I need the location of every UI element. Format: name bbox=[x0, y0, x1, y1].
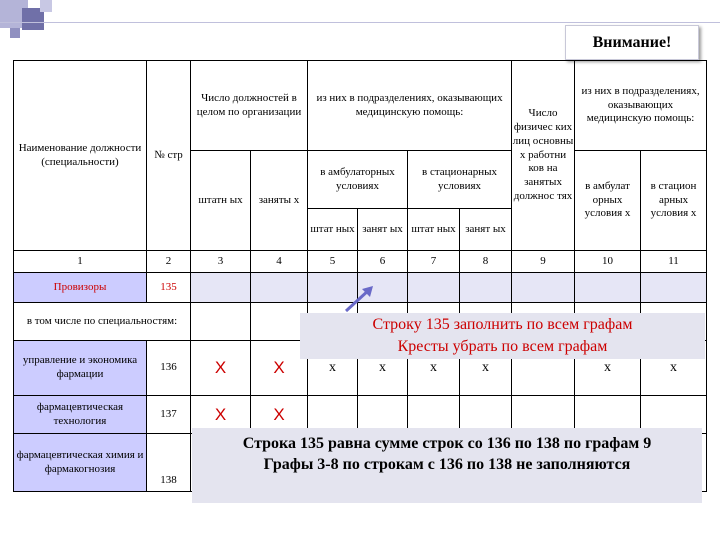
row-name: управление и экономика фармации bbox=[14, 341, 147, 396]
cross-mark: х bbox=[460, 341, 512, 396]
cross-mark: Х bbox=[191, 396, 251, 434]
cell[interactable] bbox=[191, 273, 251, 303]
deco-square bbox=[10, 28, 20, 38]
fill-instruction-note bbox=[300, 313, 705, 359]
col-number: 9 bbox=[512, 251, 575, 273]
header-rule bbox=[0, 22, 720, 23]
cell[interactable] bbox=[460, 273, 512, 303]
cross-mark: х bbox=[358, 341, 408, 396]
col-number: 8 bbox=[460, 251, 512, 273]
cell[interactable] bbox=[512, 273, 575, 303]
cross-mark: х bbox=[308, 341, 358, 396]
header-posts-total: Число должностей в целом по организации bbox=[191, 61, 308, 151]
header-phys-sub: из них в подразделениях, оказывающих медицинскую помощь: bbox=[575, 61, 707, 151]
header-ambul: в амбулаторных условиях bbox=[308, 151, 408, 209]
cross-mark: Х bbox=[251, 396, 308, 434]
cell[interactable] bbox=[408, 273, 460, 303]
header-phys-stac: в стацион арных условия х bbox=[641, 151, 707, 251]
row-name: фармацевтическая технология bbox=[14, 396, 147, 434]
cross-mark: Х bbox=[251, 341, 308, 396]
deco-square bbox=[40, 0, 52, 12]
header-stac-shtat: штат ных bbox=[408, 209, 460, 251]
col-number: 2 bbox=[147, 251, 191, 273]
cross-mark: Х bbox=[191, 341, 251, 396]
header-posts-staff: штатн ых bbox=[191, 151, 251, 251]
row-no: 138 bbox=[147, 434, 191, 492]
cell bbox=[251, 303, 308, 341]
cell[interactable] bbox=[251, 273, 308, 303]
col-number: 7 bbox=[408, 251, 460, 273]
arrow-icon bbox=[340, 283, 380, 315]
header-name: Наименование должности (специальности) bbox=[14, 61, 147, 251]
attention-label: Внимание! bbox=[565, 25, 699, 60]
header-row-no: № стр bbox=[147, 61, 191, 251]
note-line: Кресты убрать по всем графам bbox=[397, 338, 608, 355]
header-amb-shtat: штат ных bbox=[308, 209, 358, 251]
col-number: 4 bbox=[251, 251, 308, 273]
header-stac: в стационарных условиях bbox=[408, 151, 512, 209]
header-subdiv: из них в подразделениях, оказывающих медицинскую помощь: bbox=[308, 61, 512, 151]
cell bbox=[191, 303, 251, 341]
header-stac-zanyat: занят ых bbox=[460, 209, 512, 251]
header-amb-zanyat: занят ых bbox=[358, 209, 408, 251]
cell[interactable] bbox=[575, 273, 641, 303]
col-number: 5 bbox=[308, 251, 358, 273]
header-phys: Число физичес ких лиц основны х работни ков на занятых должнос тях bbox=[512, 61, 575, 251]
note-line: Строку 135 заполнить по всем графам bbox=[372, 316, 633, 333]
cell[interactable] bbox=[641, 273, 707, 303]
cross-mark: х bbox=[641, 341, 707, 396]
col-number: 10 bbox=[575, 251, 641, 273]
row-no: 135 bbox=[147, 273, 191, 303]
header-posts-occupied: заняты х bbox=[251, 151, 308, 251]
header-phys-amb: в амбулат орных условия х bbox=[575, 151, 641, 251]
row-name: Провизоры bbox=[14, 273, 147, 303]
row-no: 137 bbox=[147, 396, 191, 434]
cross-mark: х bbox=[575, 341, 641, 396]
col-number: 6 bbox=[358, 251, 408, 273]
col-number: 3 bbox=[191, 251, 251, 273]
cross-mark: х bbox=[408, 341, 460, 396]
note-line: Графы 3-8 по строкам с 136 по 138 не заполняются bbox=[263, 456, 631, 473]
note-line: Строка 135 равна сумме строк со 136 по 138 по графам 9 bbox=[242, 435, 652, 452]
row-name: фармацевтическая химия и фармакогнозия bbox=[14, 434, 147, 492]
row-name: в том числе по специальностям: bbox=[14, 303, 191, 341]
sum-instruction-note bbox=[192, 428, 702, 503]
col-number: 1 bbox=[14, 251, 147, 273]
row-no: 136 bbox=[147, 341, 191, 396]
col-number: 11 bbox=[641, 251, 707, 273]
